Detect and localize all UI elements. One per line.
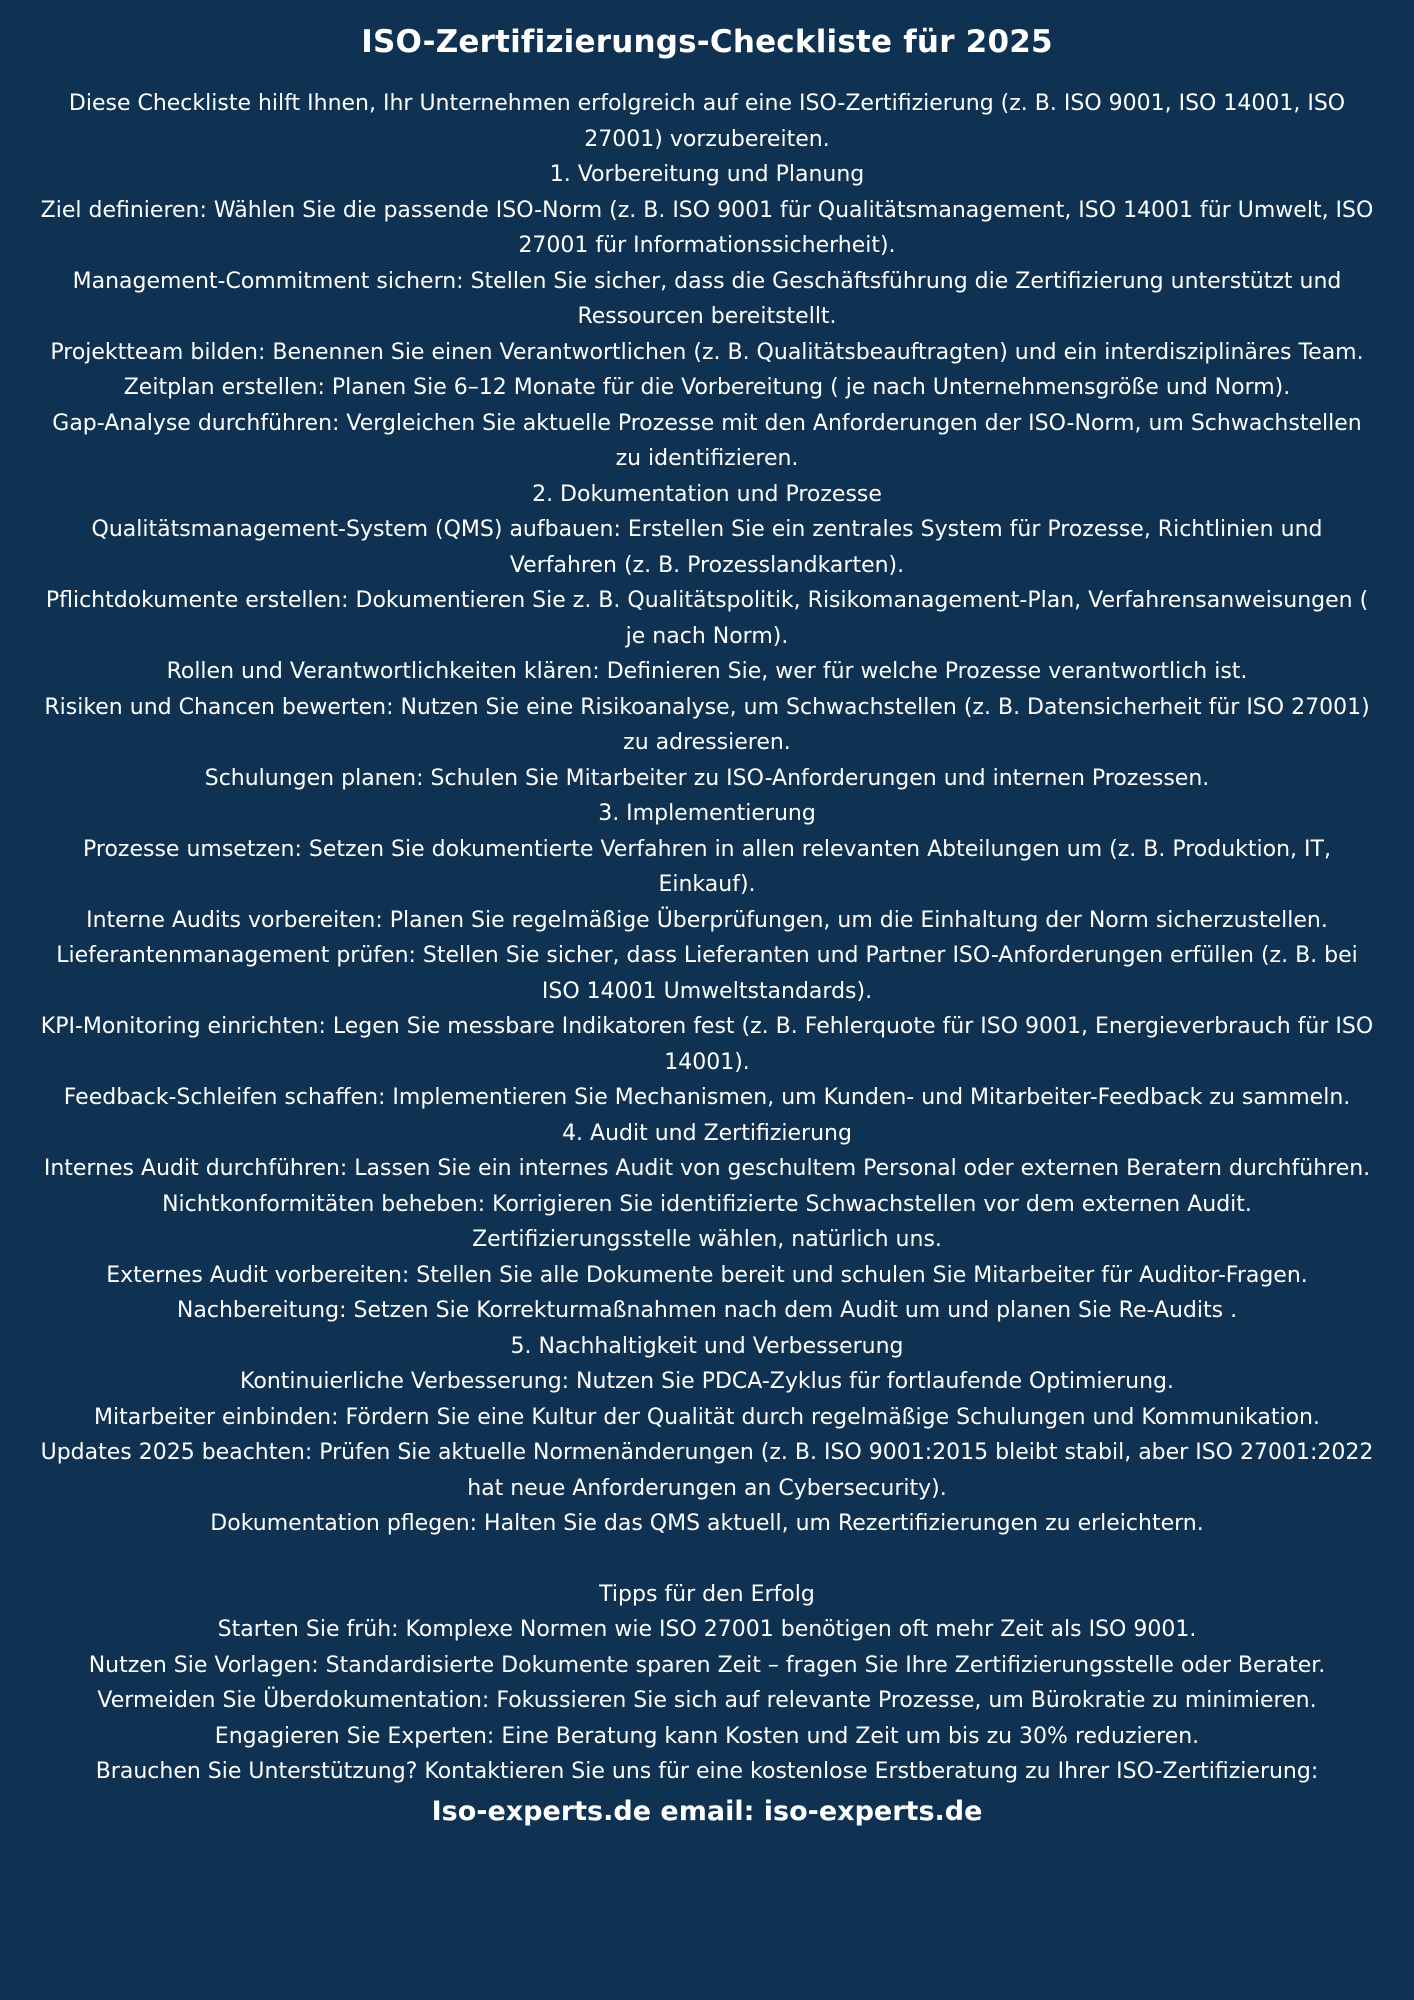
checklist-item: Feedback-Schleifen schaffen: Implementieren Sie Mechanismen, um Kunden- und Mitarbeiter-Feedback zu sammeln. bbox=[63, 1085, 1351, 1110]
tip-item: Nutzen Sie Vorlagen: Standardisierte Dokumente sparen Zeit – fragen Sie Ihre Zertifizierungsstelle oder Berater. bbox=[88, 1652, 1326, 1678]
section-heading: 2. Dokumentation und Prozesse bbox=[532, 481, 882, 507]
section-heading: 1. Vorbereitung und Planung bbox=[549, 162, 865, 187]
section-heading: 3. Implementierung bbox=[598, 801, 816, 826]
section-sustainability bbox=[20, 1329, 1394, 1542]
checklist-item: Internes Audit durchführen: Lassen Sie ein internes Audit von geschultem Personal oder externen Beratern durchführen. bbox=[43, 1156, 1371, 1181]
checklist-item: Zertifizierungsstelle wählen, natürlich uns. bbox=[472, 1227, 942, 1252]
section-audit bbox=[20, 1116, 1394, 1329]
checklist-item: Interne Audits vorbereiten: Planen Sie regelmäßige Überprüfungen, um die Einhaltung der Norm sicherzustellen. bbox=[86, 907, 1328, 933]
checklist-item: Projektteam bilden: Benennen Sie einen Verantwortlichen (z. B. Qualitätsbeauftragten) und ein interdisziplinäres Team. bbox=[50, 339, 1364, 365]
section-preparation bbox=[20, 157, 1394, 477]
checklist-item: Mitarbeiter einbinden: Fördern Sie eine Kultur der Qualität durch regelmäßige Schulungen und Kommunikation. bbox=[94, 1404, 1320, 1430]
checklist-item: Externes Audit vorbereiten: Stellen Sie alle Dokumente bereit und schulen Sie Mitarbeiter für Auditor-Fragen. bbox=[106, 1262, 1308, 1288]
checklist-item: Dokumentation pflegen: Halten Sie das QMS aktuell, um Rezertifizierungen zu erleichtern. bbox=[210, 1511, 1204, 1536]
checklist-item: Zeitplan erstellen: Planen Sie 6–12 Monate für die Vorbereitung ( je nach Unternehmensgröße und Norm). bbox=[123, 375, 1291, 400]
section-heading: 4. Audit und Zertifizierung bbox=[562, 1120, 852, 1146]
checklist-item: Lieferantenmanagement prüfen: Stellen Sie sicher, dass Lieferanten und Partner ISO-Anforderungen erfüllen (z. B. bei ISO 14001 Umweltstandards). bbox=[56, 943, 1358, 1004]
section-spacer bbox=[20, 1542, 1394, 1577]
tip-item: Engagieren Sie Experten: Eine Beratung kann Kosten und Zeit um bis zu 30% reduzieren. bbox=[214, 1723, 1200, 1749]
page-title: ISO-Zertifizierungs-Checkliste für 2025 bbox=[361, 24, 1053, 60]
tip-item: Vermeiden Sie Überdokumentation: Fokussieren Sie sich auf relevante Prozesse, um Bürokratie zu minimieren. bbox=[97, 1688, 1317, 1713]
tip-item: Starten Sie früh: Komplexe Normen wie ISO 27001 benötigen oft mehr Zeit als ISO 9001. bbox=[217, 1617, 1197, 1642]
intro-text: Diese Checkliste hilft Ihnen, Ihr Unternehmen erfolgreich auf eine ISO-Zertifizierung (z. B. ISO 9001, ISO 14001, ISO 27001) vorzubereiten. bbox=[68, 91, 1346, 152]
checklist-item: Nichtkonformitäten beheben: Korrigieren Sie identifizierte Schwachstellen vor dem externen Audit. bbox=[162, 1191, 1252, 1217]
contact-info: Iso-experts.de email: iso-experts.de bbox=[431, 1795, 983, 1827]
tips-heading: Tipps für den Erfolg bbox=[599, 1581, 815, 1607]
checklist-item: Pflichtdokumente erstellen: Dokumentieren Sie z. B. Qualitätspolitik, Risikomanagement-Plan, Verfahrensanweisungen ( je nach Norm). bbox=[45, 588, 1369, 649]
checklist-item: Qualitätsmanagement-System (QMS) aufbauen: Erstellen Sie ein zentrales System für Prozesse, Richtlinien und Verfahren (z. B. Prozesslandkarten). bbox=[91, 517, 1323, 578]
checklist-item: Gap-Analyse durchführen: Vergleichen Sie aktuelle Prozesse mit den Anforderungen der ISO-Norm, um Schwachstellen zu identifizieren. bbox=[52, 410, 1362, 471]
checklist-item: Kontinuierliche Verbesserung: Nutzen Sie PDCA-Zyklus für fortlaufende Optimierung. bbox=[240, 1369, 1174, 1394]
checklist-item: Rollen und Verantwortlichkeiten klären: Definieren Sie, wer für welche Prozesse verantwortlich ist. bbox=[166, 659, 1248, 684]
section-tips bbox=[20, 1577, 1394, 1755]
checklist-item: Prozesse umsetzen: Setzen Sie dokumentierte Verfahren in allen relevanten Abteilungen um (z. B. Produktion, IT, Einkauf). bbox=[83, 836, 1331, 897]
checklist-item: KPI-Monitoring einrichten: Legen Sie messbare Indikatoren fest (z. B. Fehlerquote für ISO 9001, Energieverbrauch für ISO 14001). bbox=[40, 1014, 1374, 1075]
section-implementation bbox=[20, 796, 1394, 1116]
checklist-item: Risiken und Chancen bewerten: Nutzen Sie eine Risikoanalyse, um Schwachstellen (z. B. Datensicherheit für ISO 27001) zu adressieren. bbox=[44, 694, 1370, 755]
checklist-item: Schulungen planen: Schulen Sie Mitarbeiter zu ISO-Anforderungen und internen Prozessen. bbox=[204, 765, 1210, 791]
checklist-item: Updates 2025 beachten: Prüfen Sie aktuelle Normenänderungen (z. B. ISO 9001:2015 bleibt stabil, aber ISO 27001:2022 hat neue Anforderungen an Cybersecurity). bbox=[40, 1440, 1374, 1501]
checklist-item: Ziel definieren: Wählen Sie die passende ISO-Norm (z. B. ISO 9001 für Qualitätsmanagement, ISO 14001 für Umwelt, ISO 27001 für Informationssicherheit). bbox=[40, 197, 1374, 258]
section-heading: 5. Nachhaltigkeit und Verbesserung bbox=[510, 1333, 904, 1359]
checklist-item: Management-Commitment sichern: Stellen Sie sicher, dass die Geschäftsführung die Zertifizierung unterstützt und Ressourcen bereitstellt. bbox=[72, 268, 1342, 329]
checklist-item: Nachbereitung: Setzen Sie Korrekturmaßnahmen nach dem Audit um und planen Sie Re-Audits . bbox=[176, 1298, 1238, 1323]
section-documentation bbox=[20, 477, 1394, 797]
call-to-action: Brauchen Sie Unterstützung? Kontaktieren Sie uns für eine kostenlose Erstberatung zu Ihrer ISO-Zertifizierung: bbox=[95, 1759, 1319, 1784]
